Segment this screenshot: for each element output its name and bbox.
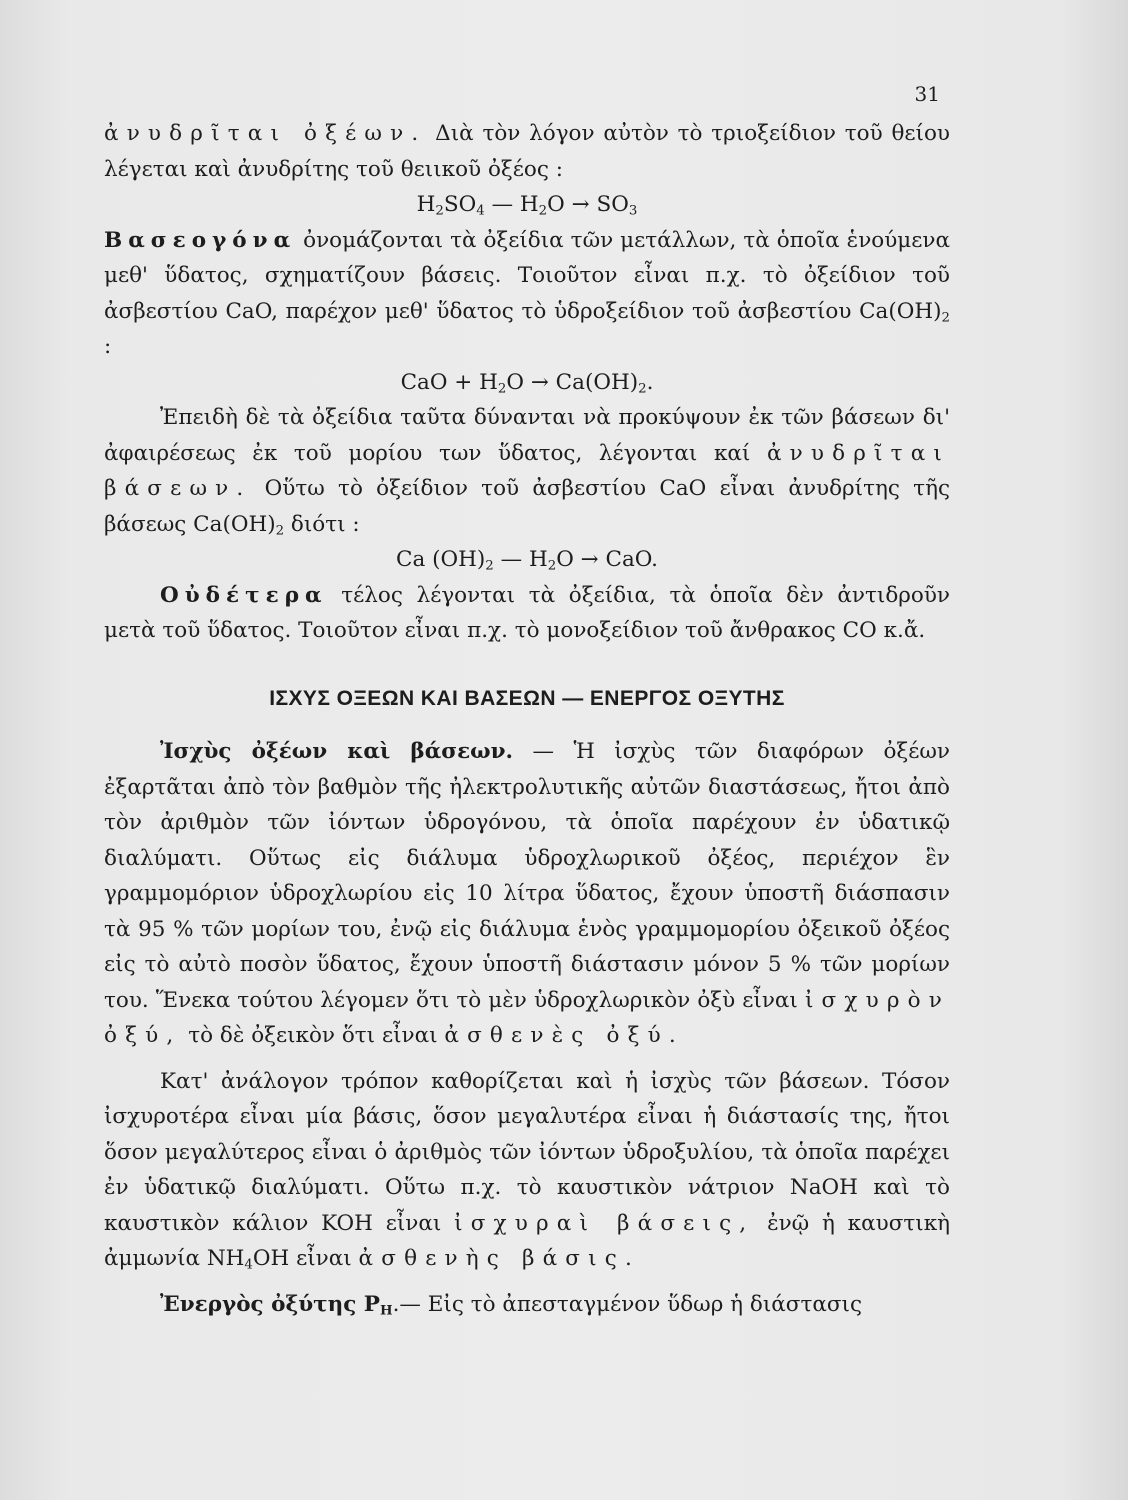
paragraph-text: Διὰ τὸν λόγον αὐτὸν τὸ τριοξείδιον τοῦ θείου λέγεται καὶ ἀνυδρίτης τοῦ θειικοῦ ὀξέος : bbox=[104, 121, 950, 182]
paragraph-text: Οὕτω τὸ ὀξείδιον τοῦ ἀσβεστίου CaO εἶναι ἀνυδρίτης τῆς βάσεως Ca(OH) bbox=[104, 476, 950, 537]
eq-sub: 2 bbox=[547, 558, 557, 574]
spaced-term: ἀνυδρῖται βάσεων. bbox=[104, 440, 950, 501]
page-body bbox=[104, 116, 950, 1322]
paragraph-text: τὸ δὲ ὀξεικὸν ὅτι εἶναι bbox=[181, 1023, 445, 1048]
paragraph-text: : bbox=[104, 334, 112, 359]
eq-sub: 2 bbox=[638, 381, 647, 397]
paragraph-acid-base-strength bbox=[104, 734, 950, 1054]
paragraph-text: Κατ' ἀνάλογον τρόπον καθορίζεται καὶ ἡ ἰσχὺς τῶν βάσεων. Τόσον ἰσχυροτέρα εἶναι μία βάσις, ὅσον μεγαλυτέρα εἶναι ἡ διάστασίς της, ἤτοι ὅσον μεγαλύτερος εἶναι ὁ ἀριθμὸς τῶν ἰόντων ὑδροξυλίου, τὰ ὁποῖα παρέχει ἐν ὑδατικῷ διαλύματι. Οὕτω π.χ. τὸ καυστικὸν νάτριον NaOH καὶ τὸ καυστικὸν κάλιον KOH εἶναι bbox=[104, 1068, 950, 1236]
paragraph-text: διότι : bbox=[284, 511, 360, 537]
paragraph-basic-oxides bbox=[104, 223, 950, 365]
spaced-term: ἀνυδρῖται ὀξέων. bbox=[104, 121, 427, 146]
eq-sub: 2 bbox=[497, 381, 507, 397]
eq-part: O → CaO. bbox=[556, 547, 658, 572]
paragraph-text: τέλος λέγονται τὰ ὀξείδια, τὰ ὁποῖα δὲν ἀντιδροῦν μετὰ τοῦ ὕδατος. Τοιοῦτον εἶναι π.χ. τὸ μονοξείδιον τοῦ ἄνθρακος CO κ.ἄ. bbox=[104, 582, 950, 643]
section-heading: ΙΣΧΥΣ ΟΞΕΩΝ ΚΑΙ ΒΑΣΕΩΝ — ΕΝΕΡΓΟΣ ΟΞΥΤΗΣ bbox=[269, 686, 785, 710]
eq-part: — H bbox=[484, 192, 539, 217]
paragraph-text: ἐνῷ ἡ καυστικὴ ἀμμωνία NH bbox=[104, 1210, 951, 1271]
eq-sub: 2 bbox=[538, 203, 548, 219]
bold-term: Οὐδέτερα bbox=[160, 582, 328, 608]
equation-sulfuric-acid bbox=[104, 187, 950, 223]
eq-sub: 2 bbox=[435, 203, 444, 219]
spaced-term: ἀσθενὲς ὀξύ. bbox=[444, 1023, 684, 1048]
paragraph-text: .— Εἰς τὸ ἀπεσταγμένον ὕδωρ ἡ διάστασις bbox=[392, 1291, 863, 1317]
bold-term: Βασεογόνα bbox=[104, 227, 297, 253]
paragraph-base-strength bbox=[104, 1064, 950, 1277]
eq-part: — H bbox=[493, 547, 548, 572]
paragraph-text: — Ἡ ἰσχὺς τῶν διαφόρων ὀξέων ἐξαρτᾶται ἀπὸ τὸν βαθμὸν τῆς ἠλεκτρολυτικῆς αὐτῶν διαστάσεως, ἤτοι ἀπὸ τὸν ἀριθμὸν τῶν ἰόντων ὑδρογόνου, τὰ ὁποῖα παρέχουν ἐν ὑδατικῷ διαλύματι. Οὕτως εἰς διάλυμα ὑδροχλωρικοῦ ὀξέος, περιέχον ἓν γραμμομόριον ὑδροχλωρίου εἰς 10 λίτρα ὕδατος, ἔχουν ὑποστῆ διάσπασιν τὰ 95 % τῶν μορίων του, ἐνῷ εἰς διάλυμα ἑνὸς γραμμομορίου ὀξεικοῦ ὀξέος εἰς τὸ αὐτὸ ποσὸν ὕδατος, ἔχουν ὑποστῆ διάστασιν μόνον 5 % τῶν μορίων του. Ἕνεκα τούτου λέγομεν ὅτι τὸ μὲν ὑδροχλωρικὸν ὀξὺ εἶναι bbox=[104, 739, 950, 1013]
paragraph-anhydrides-acids bbox=[104, 116, 950, 187]
eq-sub: 4 bbox=[476, 203, 485, 219]
eq-part: O → Ca(OH) bbox=[506, 369, 639, 395]
eq-part: Ca (OH) bbox=[396, 547, 486, 572]
eq-part: SO bbox=[443, 192, 477, 217]
eq-sub: 2 bbox=[485, 558, 494, 574]
eq-sub: 3 bbox=[628, 203, 638, 219]
eq-part: CaO + H bbox=[400, 369, 498, 395]
eq-part: . bbox=[646, 369, 654, 395]
bold-term: Ἐνεργὸς ὀξύτης P bbox=[160, 1291, 380, 1317]
paragraph-text: ὀνομάζονται τὰ ὀξείδια τῶν μετάλλων, τὰ ὁποῖα ἑνούμενα μεθ' ὕδατος, σχηματίζουν βάσεις. Τοιοῦτον εἶναι π.χ. τὸ ὀξείδιον τοῦ ἀσβεστίου CaO, παρέχον μεθ' ὕδατος τὸ ὑδροξείδιον τοῦ ἀσβεστίου Ca(OH) bbox=[104, 227, 950, 324]
equation-calcium-hydroxide bbox=[104, 542, 950, 578]
subscript: 2 bbox=[275, 523, 285, 539]
page-number: 31 bbox=[914, 82, 940, 106]
paragraph-text: OH εἶναι bbox=[252, 1246, 359, 1271]
bold-term: Ἰσχὺς ὀξέων καὶ βάσεων. bbox=[160, 739, 514, 764]
paragraph-active-acidity bbox=[104, 1287, 950, 1323]
equation-calcium-oxide bbox=[104, 365, 950, 401]
paragraph-text: Ἐπειδὴ δὲ τὰ ὀξείδια ταῦτα δύνανται νὰ προκύψουν ἐκ τῶν βάσεων δι' ἀφαιρέσεως ἐκ τοῦ μορίου των ὕδατος, λέγονται καί bbox=[104, 405, 950, 466]
paragraph-anhydrides-bases bbox=[104, 400, 950, 542]
eq-part: H bbox=[416, 192, 436, 217]
eq-part: O → SO bbox=[547, 192, 629, 217]
spaced-term: ἰσχυρὸν ὀξύ, bbox=[104, 987, 950, 1048]
subscript: 4 bbox=[244, 1257, 253, 1273]
paragraph-neutral-oxides bbox=[104, 578, 950, 649]
spaced-term: ἀσθενὴς βάσις. bbox=[358, 1246, 640, 1271]
spaced-term: ἰσχυραὶ βάσεις, bbox=[454, 1210, 755, 1236]
subscript: H bbox=[379, 1302, 393, 1319]
subscript: 2 bbox=[941, 310, 950, 326]
